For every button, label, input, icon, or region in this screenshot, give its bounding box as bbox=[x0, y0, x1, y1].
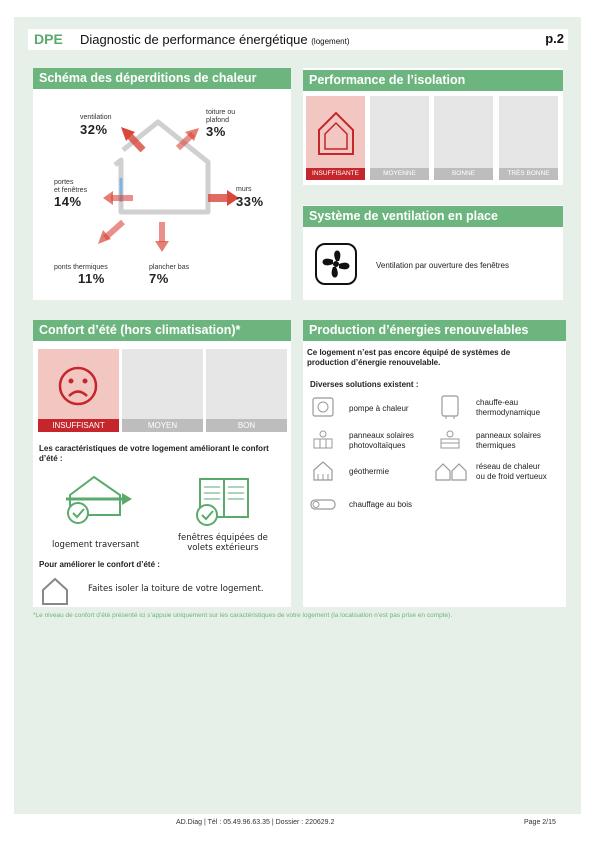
renewables-title: Production d’énergies renouvelables bbox=[303, 320, 566, 341]
comfort-level-label: BON bbox=[206, 419, 287, 432]
summer-comfort-title: Confort d’été (hors climatisation)* bbox=[33, 320, 291, 341]
heat-pump-icon bbox=[312, 397, 334, 417]
sad-face-icon bbox=[57, 365, 99, 407]
solar-thermal-icon bbox=[439, 429, 461, 449]
loss-value-thermal-bridges: 11% bbox=[78, 271, 105, 286]
solution-wood-heating: chauffage au bois bbox=[349, 500, 413, 509]
dpe-badge: DPE bbox=[34, 31, 63, 47]
ventilation-title: Système de ventilation en place bbox=[303, 206, 563, 227]
isolation-title: Performance de l’isolation bbox=[303, 70, 563, 91]
solution-geothermal: géothermie bbox=[349, 467, 390, 476]
isolation-level-medium bbox=[370, 96, 429, 180]
renewables-intro: Ce logement n’est pas encore équipé de systèmes de production d’énergie renouvelable. bbox=[307, 348, 511, 367]
heat-network-icon bbox=[435, 460, 467, 482]
comfort-level-good bbox=[206, 349, 287, 432]
isolation-level-label: INSUFFISANTE bbox=[306, 168, 365, 180]
house-icon bbox=[316, 110, 356, 156]
solutions-title: Diverses solutions existent : bbox=[310, 380, 419, 389]
thermal-bridges-arrow-icon bbox=[98, 222, 123, 244]
doors-arrow-icon bbox=[103, 191, 133, 205]
wood-heating-icon bbox=[310, 495, 336, 513]
floor-arrow-icon bbox=[155, 222, 169, 252]
characteristic-through-house: logement traversant bbox=[52, 540, 140, 550]
loss-label-ventilation: ventilation bbox=[80, 114, 112, 121]
comfort-level-label: INSUFFISANT bbox=[38, 419, 119, 432]
water-heater-icon bbox=[439, 395, 461, 419]
solution-solar-pv: panneaux solaires photovoltaïques bbox=[349, 431, 414, 450]
walls-arrow-icon bbox=[208, 190, 239, 206]
characteristic-shutters: fenêtres équipées de volets extérieurs bbox=[178, 533, 268, 553]
comfort-level-insufficient bbox=[38, 349, 119, 432]
through-house-icon bbox=[64, 473, 134, 525]
isolation-level-label: TRÈS BONNE bbox=[499, 168, 558, 180]
footer-contact: AD.Diag | Tél : 05.49.96.63.35 | Dossier : 220629.2 bbox=[176, 819, 335, 826]
isolation-level-good bbox=[434, 96, 493, 180]
loss-value-walls: 33% bbox=[236, 194, 264, 209]
page-title-text: Diagnostic de performance énergétique bbox=[80, 32, 308, 47]
page-title-suffix: (logement) bbox=[311, 37, 350, 46]
loss-value-ventilation: 32% bbox=[80, 122, 108, 137]
solution-heat-pump: pompe à chaleur bbox=[349, 404, 409, 413]
loss-value-floor: 7% bbox=[149, 271, 169, 286]
loss-label-floor: plancher bas bbox=[149, 264, 190, 271]
solution-solar-thermal: panneaux solaires thermiques bbox=[476, 431, 541, 450]
solar-panel-icon bbox=[312, 429, 334, 449]
loss-label-roof: toiture ou plafond bbox=[206, 109, 236, 124]
page-number: p.2 bbox=[545, 31, 564, 46]
geothermal-icon bbox=[312, 460, 334, 482]
fan-icon bbox=[315, 243, 357, 285]
loss-value-doors: 14% bbox=[54, 194, 82, 209]
deperditions-title: Schéma des déperditions de chaleur bbox=[33, 68, 291, 89]
loss-label-walls: murs bbox=[236, 186, 252, 193]
comfort-level-medium bbox=[122, 349, 203, 432]
loss-label-doors: portes et fenêtres bbox=[54, 179, 88, 194]
summer-comfort-footnote: *Le niveau de confort d’été présenté ici s’appuie uniquement sur les caractéristiques de votre logement (la localisation n’est pas prise en compte). bbox=[33, 612, 453, 619]
ventilation-text: Ventilation par ouverture des fenêtres bbox=[376, 261, 509, 270]
page-title bbox=[80, 32, 350, 47]
improve-text: Faites isoler la toiture de votre logement. bbox=[88, 584, 264, 594]
loss-value-roof: 3% bbox=[206, 124, 226, 139]
improve-title: Pour améliorer le confort d’été : bbox=[39, 560, 160, 569]
page-header bbox=[28, 29, 568, 50]
characteristics-title: Les caractéristiques de votre logement améliorant le confort d’été : bbox=[39, 444, 269, 463]
footer-page-number: Page 2/15 bbox=[524, 819, 556, 826]
solution-heat-network: réseau de chaleur ou de froid vertueux bbox=[476, 462, 547, 481]
solution-water-heater: chauffe-eau thermodynamique bbox=[476, 398, 541, 417]
shutters-icon bbox=[194, 475, 252, 527]
isolation-level-very-good bbox=[499, 96, 558, 180]
comfort-level-label: MOYEN bbox=[122, 419, 203, 432]
isolation-level-label: BONNE bbox=[434, 168, 493, 180]
isolation-level-insufficient bbox=[306, 96, 365, 180]
isolation-level-label: MOYENNE bbox=[370, 168, 429, 180]
roof-house-icon bbox=[40, 576, 70, 606]
loss-label-thermal-bridges: ponts thermiques bbox=[54, 264, 108, 271]
